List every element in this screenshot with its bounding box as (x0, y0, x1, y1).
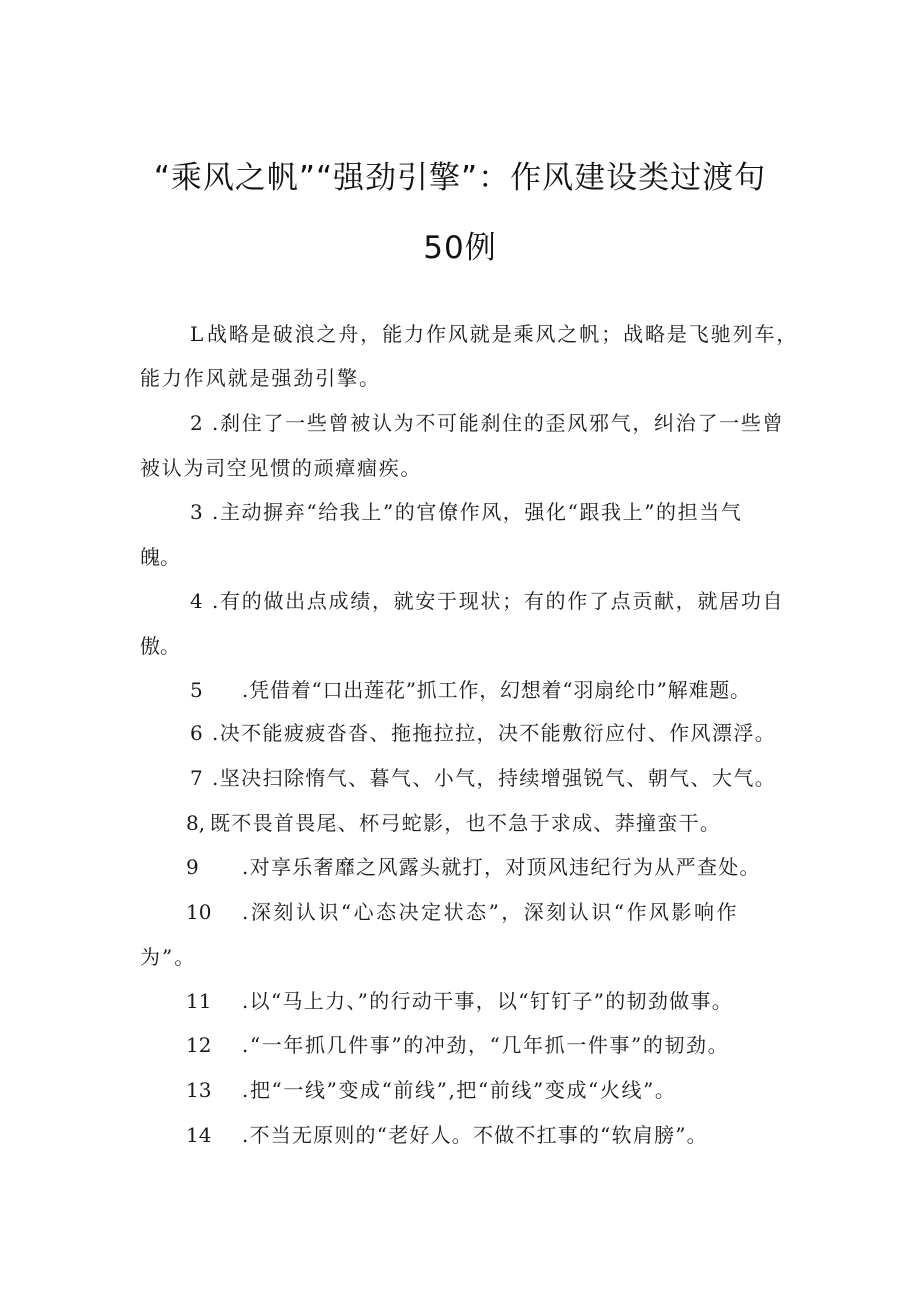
document-title-line1: “乘风之帆”“强劲引擎”：作风建设类过渡句 (153, 160, 767, 196)
item-text-line1: .对享乐奢靡之风露头就打，对顶风违纪行为从严查处。 (242, 855, 761, 879)
item-text-line1: 既不畏首畏尾、杯弓蛇影，也不急于求成、莽撞蛮干。 (210, 811, 722, 835)
document-title-line2: 50例 (423, 230, 497, 266)
item-number: 7 (190, 766, 203, 790)
item-number: 4 (190, 589, 203, 613)
item-number: 14 (186, 1123, 212, 1147)
item-number: 13 (186, 1078, 212, 1102)
item-text-line1: .不当无原则的“老好人。不做不扛事的“软肩膀”。 (242, 1123, 708, 1147)
item-text-line2: 为”。 (140, 945, 197, 969)
item-text-line2: 被认为司空见惯的顽瘴痼疾。 (140, 456, 423, 480)
item-number: 12 (186, 1033, 212, 1057)
item-text-line2: 傲。 (140, 634, 180, 658)
item-text-line1: .刹住了一些曾被认为不可能刹住的歪风邪气，纠治了一些曾 (212, 411, 785, 435)
item-text-line1: .有的做出点成绩，就安于现状；有的作了点贡献，就居功自 (212, 589, 785, 613)
item-text-line2: 能力作风就是强劲引擎。 (140, 366, 381, 390)
item-number: 2 (190, 411, 203, 435)
item-text-line1: .深刻认识“心态决定状态”，深刻认识“作风影响作 (242, 900, 740, 924)
item-number: L (190, 322, 204, 346)
item-text-line2: 魄。 (140, 545, 180, 569)
item-text-line1: .“一年抓几件事”的冲劲，“几年抓一件事”的韧劲。 (242, 1033, 730, 1057)
item-text-line1: 战略是破浪之舟，能力作风就是乘风之帆；战略是飞驰列车， (207, 322, 799, 346)
item-text-line1: .主动摒弃“给我上”的官僚作风，强化“跟我上”的担当气 (212, 500, 743, 524)
item-text-line1: .把“一线”变成“前线”,把“前线”变成“火线”。 (242, 1078, 677, 1102)
item-number: 8, (186, 811, 206, 835)
item-number: 3 (190, 500, 203, 524)
item-number: 11 (186, 989, 212, 1013)
item-number: 5 (190, 678, 203, 702)
item-text-line1: .决不能疲疲沓沓、拖拖拉拉，决不能敷衍应付、作风漂浮。 (212, 721, 777, 745)
item-text-line1: .以“马上力、”的行动干事，以“钉钉子”的韧劲做事。 (242, 989, 734, 1013)
item-number: 9 (186, 855, 199, 879)
item-number: 6 (190, 721, 203, 745)
item-text-line1: .坚决扫除惰气、暮气、小气，持续增强锐气、朝气、大气。 (212, 766, 777, 790)
item-number: 10 (186, 900, 212, 924)
item-text-line1: .凭借着“口出莲花”抓工作，幻想着“羽扇纶巾”解难题。 (242, 678, 751, 702)
